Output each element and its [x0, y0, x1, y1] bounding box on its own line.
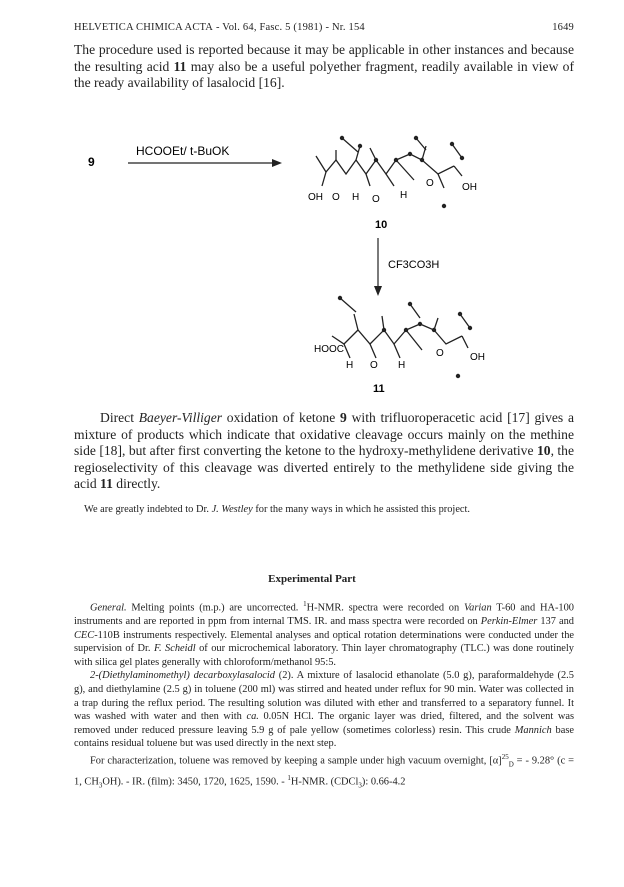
text: -110B instruments respectively. Elemental analyses and optical rotation determinations were conducted under the supervision of Dr. — [74, 629, 574, 655]
oh-group-2: OH — [462, 182, 477, 193]
starting-material-label: 9 — [88, 155, 95, 169]
superscript: 1 — [287, 774, 291, 783]
text: Melting points (m.p.) are uncorrected. — [126, 602, 304, 614]
page-number: 1649 — [552, 22, 574, 33]
compound-11-structure — [332, 298, 470, 358]
subscript: D — [508, 760, 514, 769]
text: = - 9.28° (c = 1, CH — [74, 755, 574, 788]
text: with trifluoroperacetic acid [17] gives a mixture of products which indicate that oxidative cleavage occurs mainly on the methine side [18], but after first converting the ketone to the hydroxy-methylidene derivative — [74, 410, 574, 459]
ack-text-c: for the many ways in which he assisted this project. — [252, 504, 471, 515]
running-header — [74, 22, 574, 33]
hydrogen-2: H — [400, 190, 408, 201]
compound-ref-11: 11 — [173, 58, 187, 74]
hydrogen-3: H — [346, 360, 354, 371]
section-heading: Experimental Part — [268, 573, 356, 585]
reagent-2-label: CF3CO3H — [388, 259, 440, 271]
abbreviation: ca. — [246, 711, 259, 723]
paragraph-title: 2-(Diethylaminomethyl) decarboxylasalocid — [90, 670, 275, 682]
paragraph-title: General. — [90, 602, 127, 614]
ring-oxygen-2: O — [426, 178, 434, 189]
text: H-NMR. (CDCl — [290, 776, 359, 788]
superscript: 25 — [501, 753, 509, 761]
compound-10-label: 10 — [375, 219, 388, 231]
ack-text-a: We are greatly indebted to Dr. — [84, 504, 212, 515]
compound-11-label: 11 — [373, 383, 385, 395]
intro-text-c: may also be a useful polyether fragment, readily available in view of the ready availability of lasalocid [16]. — [74, 58, 574, 91]
hydrogen-4: H — [398, 360, 406, 371]
reaction-arrow-2-head — [374, 286, 382, 296]
general-paragraph — [74, 598, 574, 669]
ketone-oxygen: O — [332, 192, 340, 203]
person-name: F. Scheidl — [153, 643, 196, 655]
named-base: Mannich — [514, 724, 552, 736]
ack-person: J. Westley — [211, 504, 253, 515]
intro-text-a: The procedure used is reported because it may be applicable in other instances and because the resulting acid — [74, 42, 574, 74]
text: H-NMR. spectra were recorded on — [306, 602, 464, 614]
procedure-paragraph — [74, 669, 574, 751]
text: Direct — [100, 410, 139, 425]
carboxylic-acid-group: HOOC — [314, 344, 344, 355]
ring-oxygen-4: O — [436, 348, 444, 359]
text: oxidation of ketone — [222, 410, 341, 425]
reagent-1-label: HCOOEt/ t-BuOK — [136, 144, 230, 158]
text: T-60 and HA-100 instruments and are reported in ppm from internal TMS. IR. and mass spectra were recorded on — [74, 602, 574, 628]
body-paragraph-2 — [74, 410, 574, 493]
text: 0.05N HCl. The organic layer was dried, filtered, and the solvent was removed under reduced pressure leaving 5.9 g of pale yellow (sometimes colorless) resin. This crude — [74, 711, 574, 736]
subscript: 3 — [358, 781, 362, 790]
named-reaction: Baeyer-Villiger — [138, 410, 223, 425]
compound-ref-11: 11 — [100, 476, 113, 492]
oh-group-1: OH — [308, 192, 323, 203]
hydrogen-1: H — [352, 192, 360, 203]
text: , the regioselectivity of this cleavage was diverted entirely to the methylidene side giving the acid — [74, 443, 575, 492]
characterization-paragraph — [74, 751, 574, 793]
instrument-brand: Varian — [463, 602, 492, 614]
text: 137 and — [537, 616, 574, 628]
text: (2). A mixture of lasalocid ethanolate (5.0 g), paraformaldehyde (2.5 g), and diethylamine (2.5 g) in toluene (200 ml) was stirred and heated under reflux for 90 min. Water was collected in a trap during the reflux period. The resulting solution was diluted with ether and transferred to a separatory funnel. It was washed with water and then with — [74, 670, 574, 723]
instrument-brand: Perkin-Elmer — [480, 616, 538, 628]
text: directly. — [112, 476, 161, 492]
subscript: 3 — [98, 781, 103, 790]
reaction-arrow-1-head — [272, 159, 282, 167]
instrument-brand: CEC — [74, 629, 95, 641]
text: of our microchemical laboratory. Thin layer chromatography (TLC.) was done routinely with silica gel plates generally with chloroform/methanol 95:5. — [74, 643, 574, 668]
experimental-section — [74, 598, 574, 793]
text: For characterization, toluene was removed by keeping a sample under high vacuum overnight, [α] — [90, 755, 502, 767]
text: ): 0.66-4.2 — [361, 776, 406, 788]
text: OH). - IR. (film): 3450, 1720, 1625, 1590. - — [102, 776, 288, 788]
oh-group-3: OH — [470, 352, 485, 363]
journal-details: - Vol. 64, Fasc. 5 (1981) - Nr. 154 — [215, 22, 365, 33]
compound-ref-10: 10 — [536, 443, 551, 459]
acknowledgement — [84, 504, 584, 515]
ring-oxygen-1: O — [372, 194, 380, 205]
journal-title: HELVETICA CHIMICA ACTA — [74, 22, 214, 33]
text: base contains residual toluene but was used directly in the next step. — [74, 724, 575, 750]
superscript: 1 — [303, 600, 307, 608]
compound-10-structure — [316, 138, 462, 188]
ring-oxygen-3: O — [370, 360, 378, 371]
compound-ref-9: 9 — [340, 410, 347, 425]
intro-paragraph — [74, 42, 574, 92]
reaction-scheme — [70, 130, 550, 400]
